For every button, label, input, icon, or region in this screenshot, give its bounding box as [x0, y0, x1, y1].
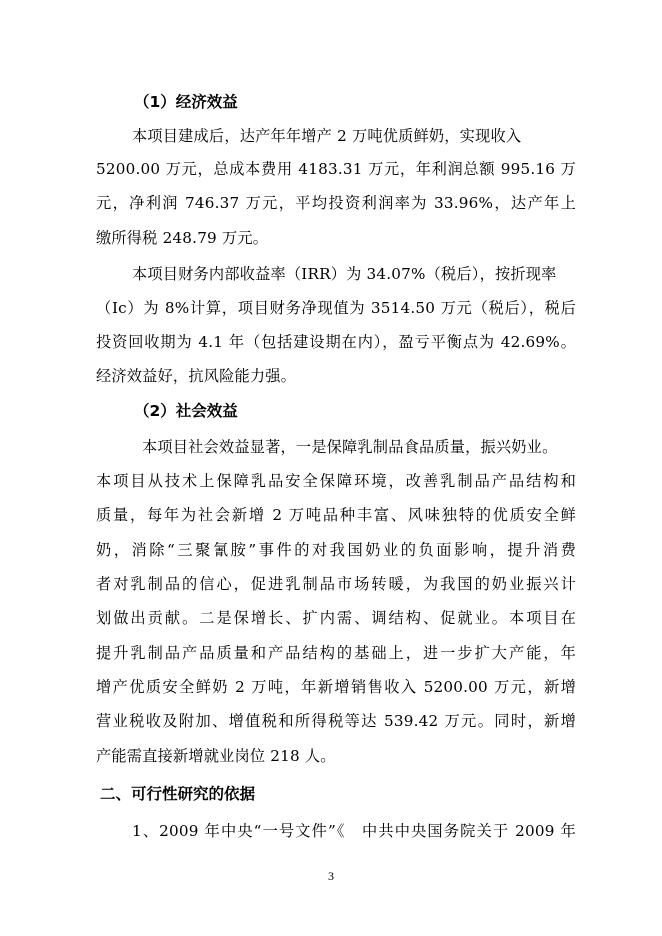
text-line: 本项目从技术上保障乳品安全保障环境，改善乳制品产品结构和	[96, 472, 576, 490]
text-line: 本项目社会效益显著，一是保障乳制品食品质量，振兴奶业。	[142, 438, 558, 456]
heading-feasibility-basis: 二、可行性研究的依据	[100, 785, 256, 803]
text-line: 5200.00 万元，总成本费用 4183.31 万元，年利润总额 995.16 万	[96, 160, 576, 178]
text-line: （Ic）为 8%计算，项目财务净现值为 3514.50 万元（税后），税后	[96, 299, 576, 317]
heading-economic-benefit: （1）经济效益	[134, 93, 238, 111]
text-line: 元，净利润 746.37 万元，平均投资利润率为 33.96%，达产年上	[96, 194, 576, 212]
text-line: 本项目财务内部收益率（IRR）为 34.07%（税后），按折现率	[132, 265, 557, 283]
text-line: 本项目建成后，达产年年增产 2 万吨优质鲜奶，实现收入	[132, 127, 522, 145]
text-line: 划做出贡献。二是保增长、扩内需、调结构、促就业。本项目在	[96, 609, 576, 627]
text-line: 产能需直接新增就业岗位 218 人。	[96, 747, 336, 765]
text-line: 者对乳制品的信心，促进乳制品市场转暖，为我国的奶业振兴计	[96, 575, 576, 593]
text-line: 奶，消除“三聚氰胺”事件的对我国奶业的负面影响，提升消费	[96, 541, 576, 559]
text-line: 营业税收及附加、增值税和所得税等达 539.42 万元。同时，新增	[96, 712, 576, 730]
text-line: 投资回收期为 4.1 年（包括建设期在内），盈亏平衡点为 42.69%。	[96, 333, 576, 351]
text-line: 缴所得税 248.79 万元。	[96, 229, 269, 247]
page-number: 3	[328, 869, 334, 883]
text-line: 1、2009 年中央“一号文件”《 中共中央国务院关于 2009 年	[132, 822, 576, 840]
text-line: 经济效益好，抗风险能力强。	[96, 367, 297, 385]
text-line: 质量，每年为社会新增 2 万吨品种丰富、风味独特的优质安全鲜	[96, 506, 576, 524]
heading-social-benefit: （2）社会效益	[134, 402, 238, 420]
text-line: 增产优质安全鲜奶 2 万吨，年新增销售收入 5200.00 万元，新增	[96, 678, 576, 696]
text-line: 提升乳制品产品质量和产品结构的基础上，进一步扩大产能，年	[96, 644, 576, 662]
